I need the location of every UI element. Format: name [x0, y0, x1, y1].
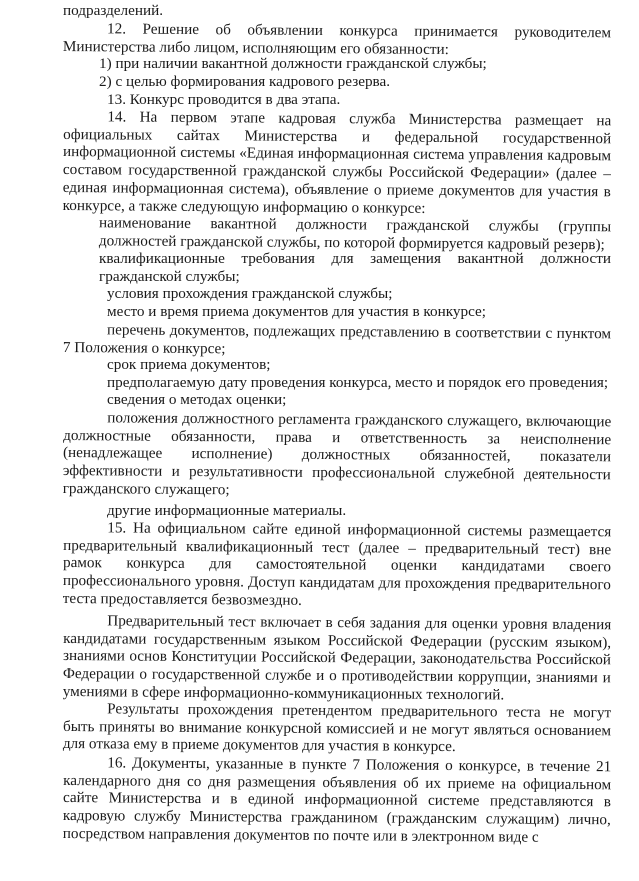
paragraph-13: 13. Конкурс проводится в два этапа.: [107, 90, 341, 108]
list-item-14-position-name: наименование вакантной должности гражданской службы (группы должностей гражданской службы, по которой формируется кадровый резерв);: [98, 214, 612, 254]
paragraph-test-results: Результаты прохождения претендентом предварительного теста не могут быть приняты во внимание конкурсной комиссией и не могут являться основанием для отказа ему в приеме документов для участия в конкурсе.: [62, 700, 612, 756]
list-item-14-deadline: срок приема документов;: [107, 356, 271, 374]
list-item-14-date: предполагаемую дату проведения конкурса, место и порядок его проведения;: [107, 373, 609, 391]
paragraph-16: 16. Документы, указанные в пункте 7 Положения о конкурсе, в течение 21 календарного дня со дня размещения объявления об их приеме на официальном сайте Министерства и в единой информационной системе представляются в кадровую службу Министерства гражданином (гражданским служащим) лично, посредством направления документов по почте или в электронном виде с: [62, 753, 612, 846]
document-body: [62, 2, 612, 846]
list-item-14-regulation: положения должностного регламента гражданского служащего, включающие должностные обязанности, права и ответственность за неисполнение (ненадлежащее исполнение) должностных обязанностей, показатели эффективности и результативности профессиональной служебной деятельности гражданского служащего;: [62, 409, 612, 499]
list-item-14-documents: перечень документов, подлежащих представлению в соответствии с пунктом 7 Положения о конкурсе;: [62, 321, 612, 357]
list-item-14-methods: сведения о методах оценки;: [107, 391, 287, 409]
paragraph-15: 15. На официальном сайте единой информационной системы размещается предварительный квалификационный тест (далее – предварительный тест) вне рамок конкурса для самостоятельной оценки кандидатами своего профессионального уровня. Доступ кандидатам для прохождения предварительного теста предоставляется безвозмездно.: [62, 519, 612, 610]
paragraph-continuation: подразделений.: [63, 2, 164, 19]
list-item-14-place-time: место и время приема документов для участия в конкурсе;: [107, 302, 486, 320]
list-item-14-other: другие информационные материалы.: [107, 501, 347, 519]
list-item-14-qualification: квалификационные требования для замещения вакантной должности гражданской службы;: [99, 249, 611, 285]
list-item-12-2: 2) с целью формирования кадрового резерва.: [99, 72, 391, 90]
paragraph-14: 14. На первом этапе кадровая служба Министерства размещает на официальных сайтах Министерства и федеральной государственной информационной системы «Единая информационная система управления кадровым составом государственной гражданской службы Российской Федерации» (далее – единая информационная система), объявление о приеме документов для участия в конкурсе, а также следующую информацию о конкурсе:: [62, 108, 612, 217]
paragraph-test-content: Предварительный тест включает в себя задания для оценки уровня владения кандидатами государственным языком Российской Федерации (русским языком), знаниями основ Конституции Российской Федерации, законодательства Российской Федерации о государственной службе и о противодействии коррупции, знаниями и умениями в сфере информационно-коммуникационных технологий.: [62, 612, 612, 704]
paragraph-12: 12. Решение об объявлении конкурса принимается руководителем Министерства либо лицом, исполняющим его обязанности:: [62, 20, 612, 58]
list-item-12-1: 1) при наличии вакантной должности гражданской службы;: [99, 55, 487, 73]
list-item-14-conditions: условия прохождения гражданской службы;: [107, 285, 393, 303]
